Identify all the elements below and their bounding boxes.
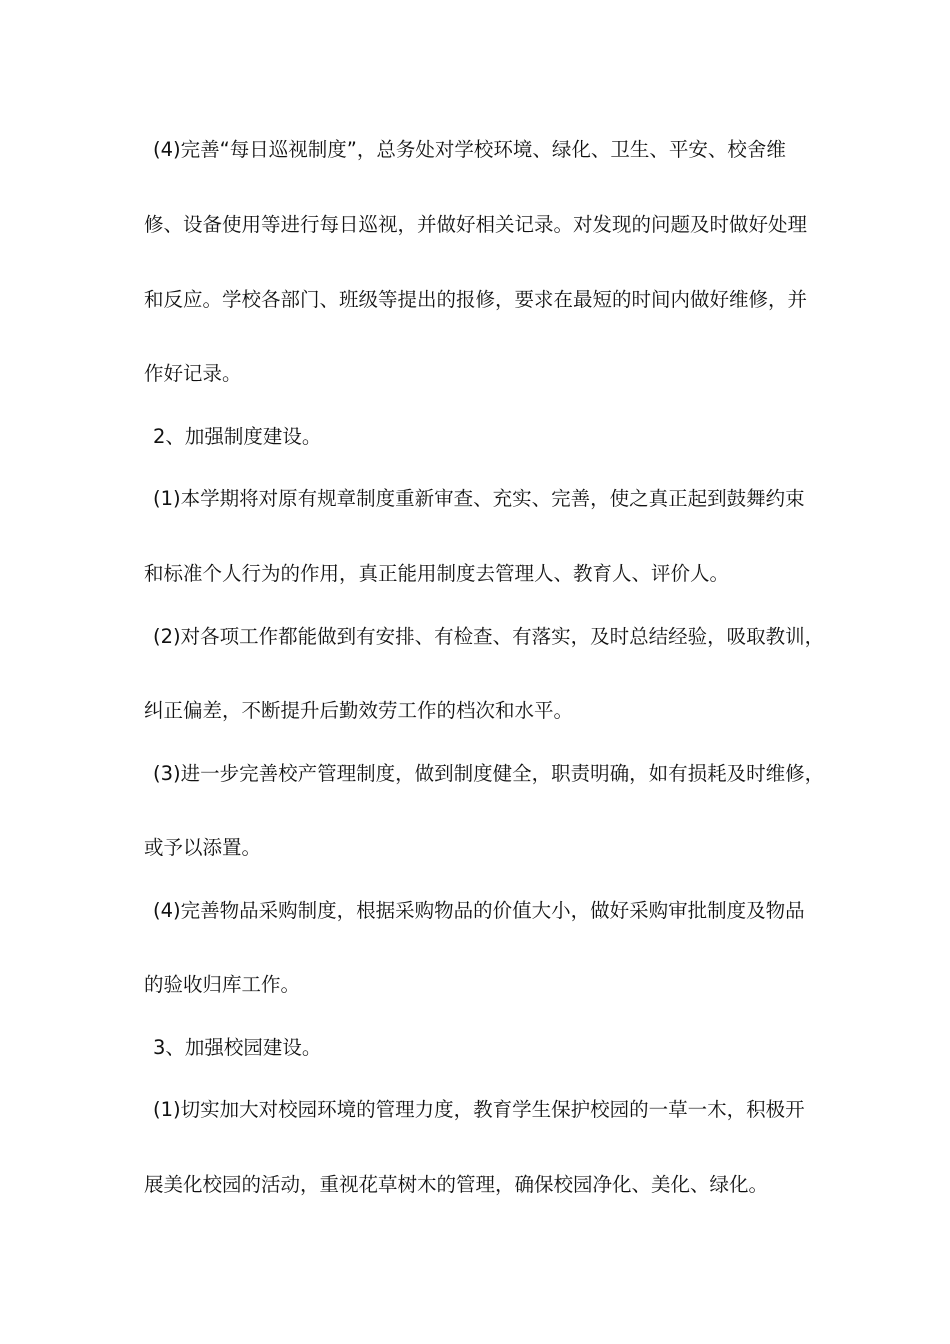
paragraph-line: 和反应。学校各部门、班级等提出的报修，要求在最短的时间内做好维修，并 [144,288,808,311]
paragraph-line: (1)切实加大对校园环境的管理力度，教育学生保护校园的一草一木，积极开 [153,1098,805,1121]
paragraph-line: 的验收归库工作。 [144,973,301,996]
paragraph-line: (1)本学期将对原有规章制度重新审查、充实、完善，使之真正起到鼓舞约束 [153,487,805,510]
paragraph-line: (4)完善“每日巡视制度”，总务处对学校环境、绿化、卫生、平安、校舍维 [153,138,786,161]
paragraph-line: 或予以添置。 [144,836,262,859]
paragraph-line: 作好记录。 [144,362,242,385]
paragraph-line: (4)完善物品采购制度，根据采购物品的价值大小，做好采购审批制度及物品 [153,899,805,922]
paragraph-line: 纠正偏差，不断提升后勤效劳工作的档次和水平。 [144,699,574,722]
paragraph-line: 和标准个人行为的作用，真正能用制度去管理人、教育人、评价人。 [144,562,730,585]
paragraph-line: 修、设备使用等进行每日巡视，并做好相关记录。对发现的问题及时做好处理 [144,213,808,236]
paragraph-line: (2)对各项工作都能做到有安排、有检查、有落实，及时总结经验，吸取教训， [153,625,825,648]
paragraph-line: 展美化校园的活动，重视花草树木的管理，确保校园净化、美化、绿化。 [144,1173,769,1196]
section-heading: 2、加强制度建设。 [153,425,322,448]
paragraph-line: (3)进一步完善校产管理制度，做到制度健全，职责明确，如有损耗及时维修， [153,762,825,785]
section-heading: 3、加强校园建设。 [153,1036,322,1059]
